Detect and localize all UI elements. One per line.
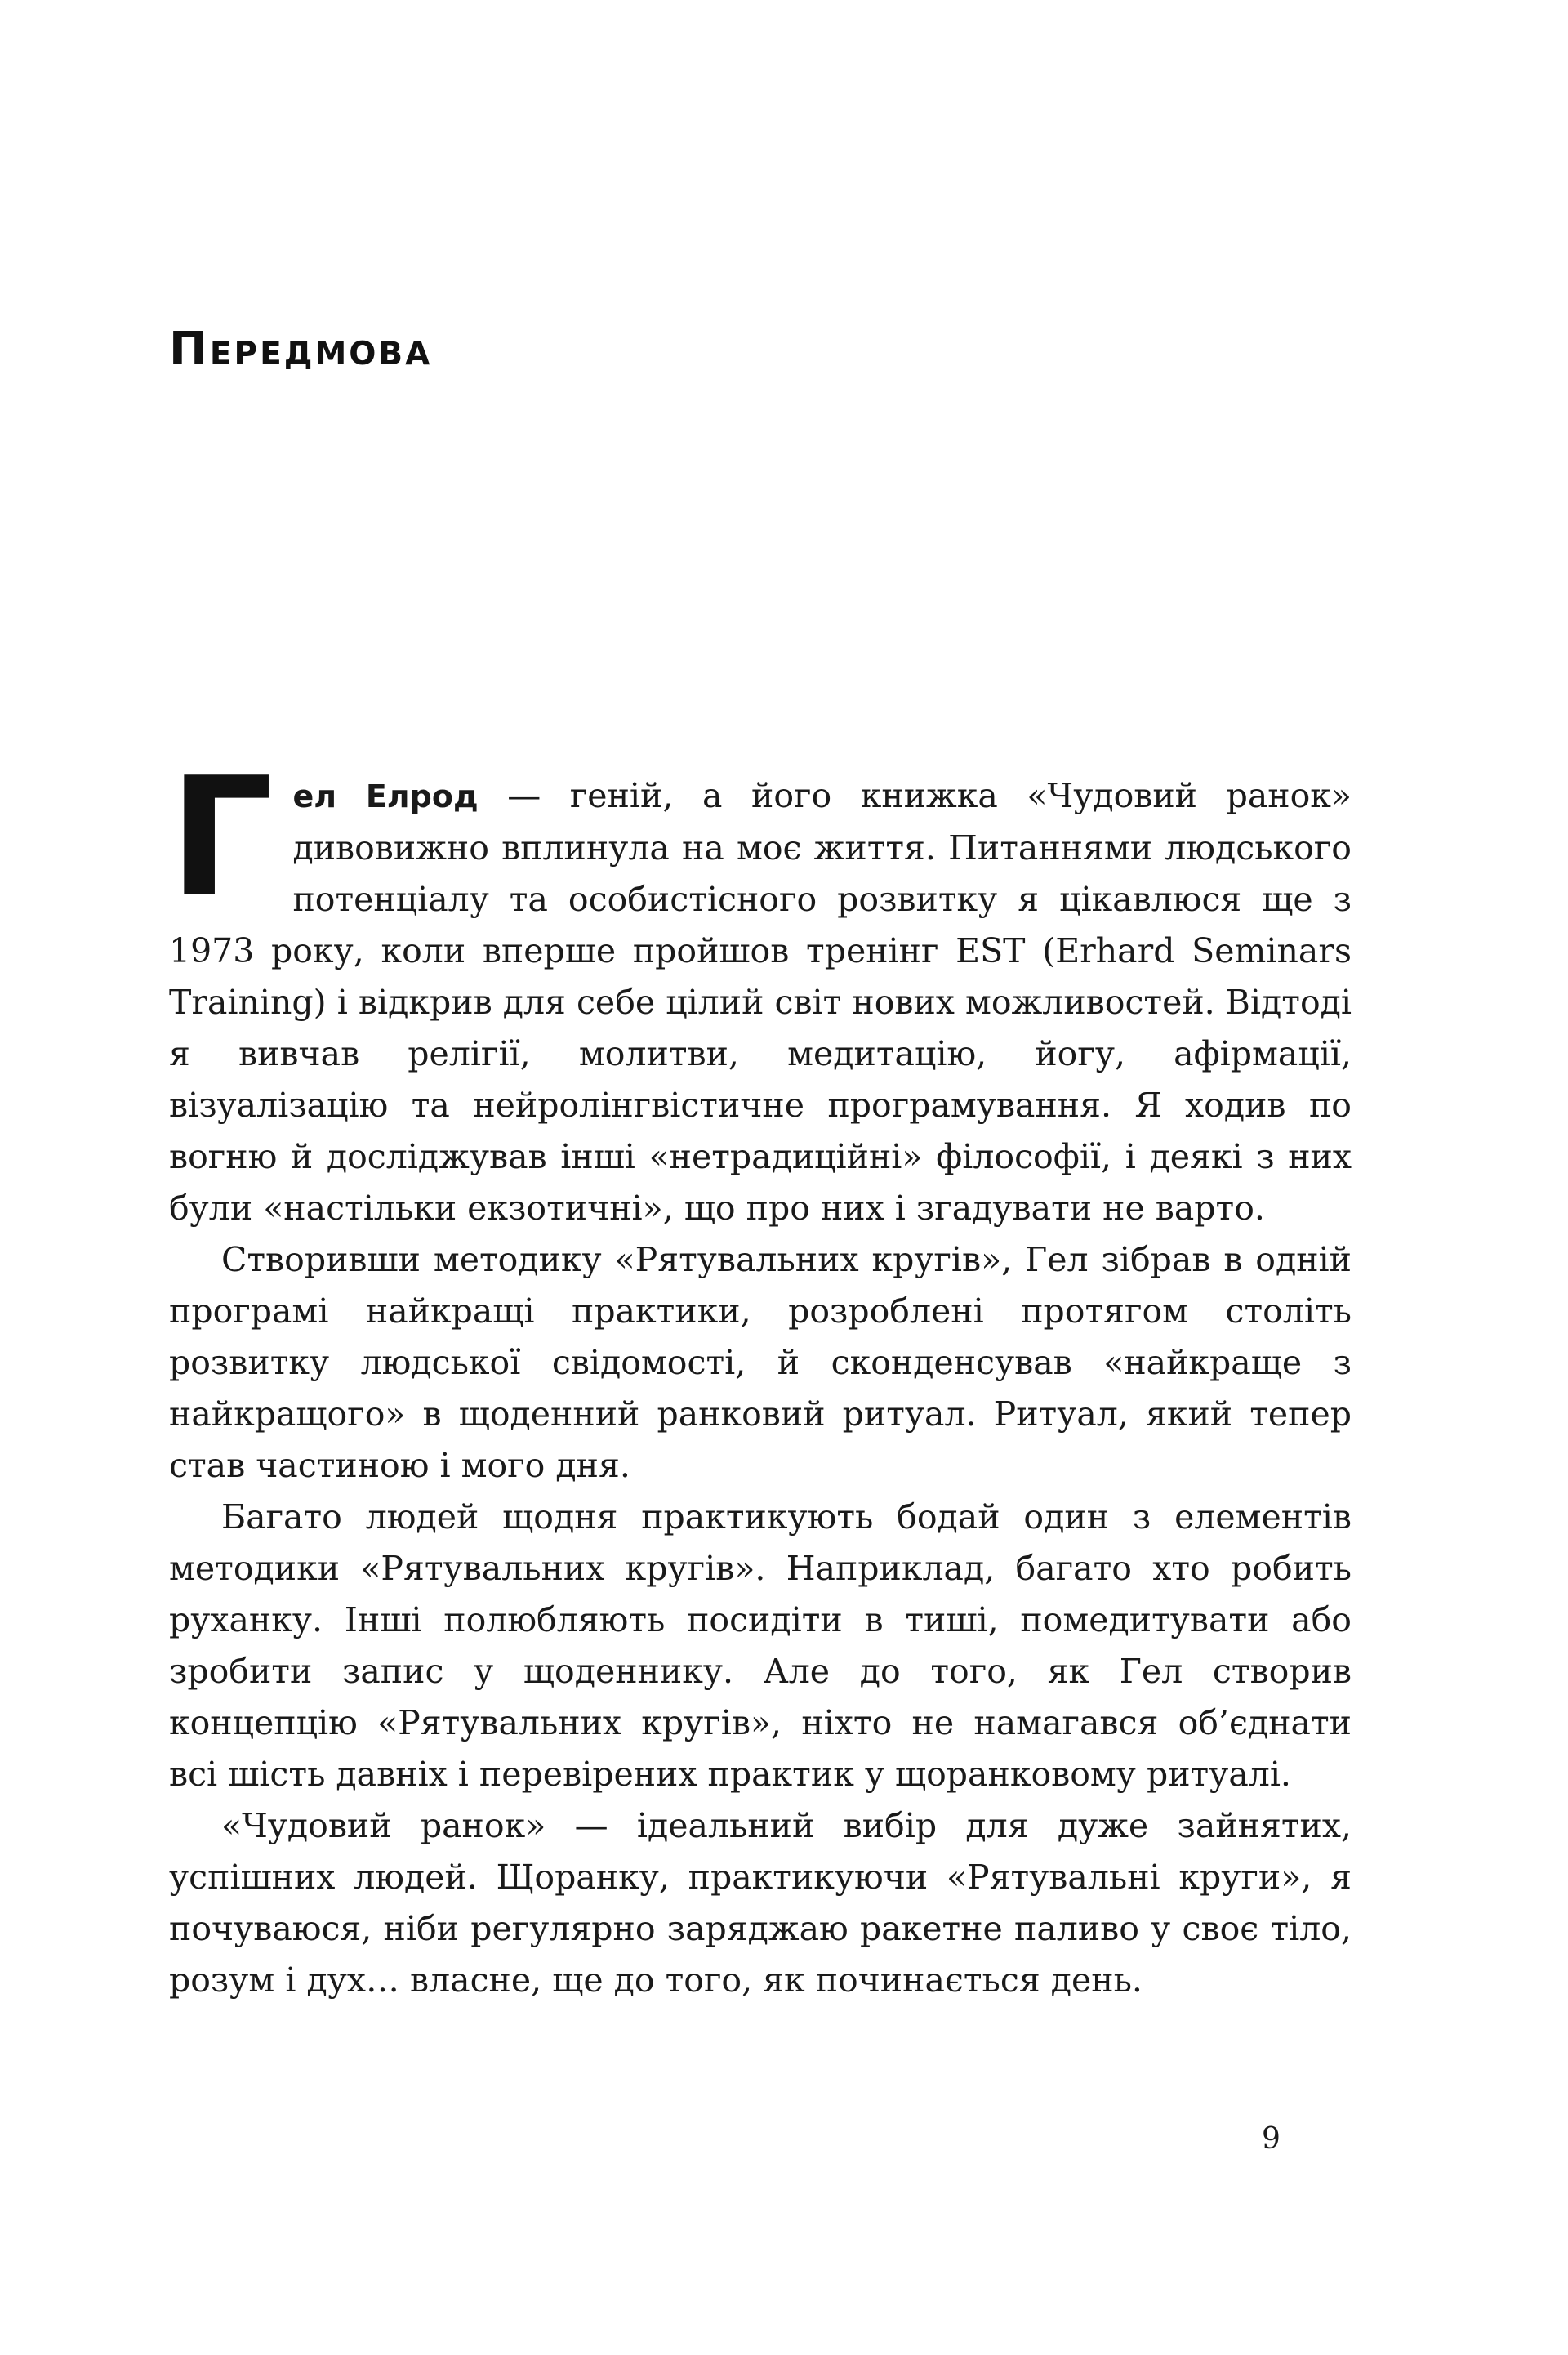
- paragraph-1-text: — геній, а його книжка «Чудовий ранок» дивовижно вплинула на моє життя. Питаннями людського потенціалу та особистісного розвитку я цікавлюся ще з 1973 року, коли вперше пройшов тренінг EST (Erhard Seminars Training) і відкрив для себе цілий світ нових можливостей. Відтоді я вивчав релігії, молитви, медитацію, йогу, афірмації, візуалізацію та нейролінгвістичне програмування. Я ходив по вогню й досліджував інші «нетрадиційні» філософії, і деякі з них були «настільки екзотичні», що про них і згадувати не варто.: [169, 776, 1352, 1228]
- paragraph-2: Створивши методику «Рятувальних кругів», Гел зібрав в одній програмі найкращі практики, розроблені протягом століть розвитку людської свідомості, й сконденсував «найкраще з найкращого» в щоденний ранковий ритуал. Ритуал, який тепер став частиною і мого дня.: [169, 1240, 1352, 1485]
- chapter-title: Передмова: [169, 323, 433, 376]
- lead-name: ел Елрод: [292, 778, 479, 814]
- paragraph-3: Багато людей щодня практикують бодай один з елементів методики «Рятувальних кругів». Наприклад, багато хто робить руханку. Інші полюбляють посидіти в тиші, помедитувати або зробити запис у щоденнику. Але до того, як Гел створив концепцію «Рятувальних кругів», ніхто не намагався об’єднати всі шість давніх і перевірених практик у щоранковому ритуалі.: [169, 1497, 1352, 1794]
- paragraph-4: «Чудовий ранок» — ідеальний вибір для дуже зайнятих, успішних людей. Щоранку, практикуючи «Рятувальні круги», я почуваюся, ніби регулярно заряджаю ракетне паливо у своє тіло, розум і дух… власне, ще до того, як починається день.: [169, 1806, 1352, 2000]
- paragraph-1: [169, 743, 1352, 1234]
- body-text: [169, 743, 1352, 2006]
- page-number: 9: [1262, 2122, 1281, 2156]
- drop-cap: Г: [169, 743, 274, 933]
